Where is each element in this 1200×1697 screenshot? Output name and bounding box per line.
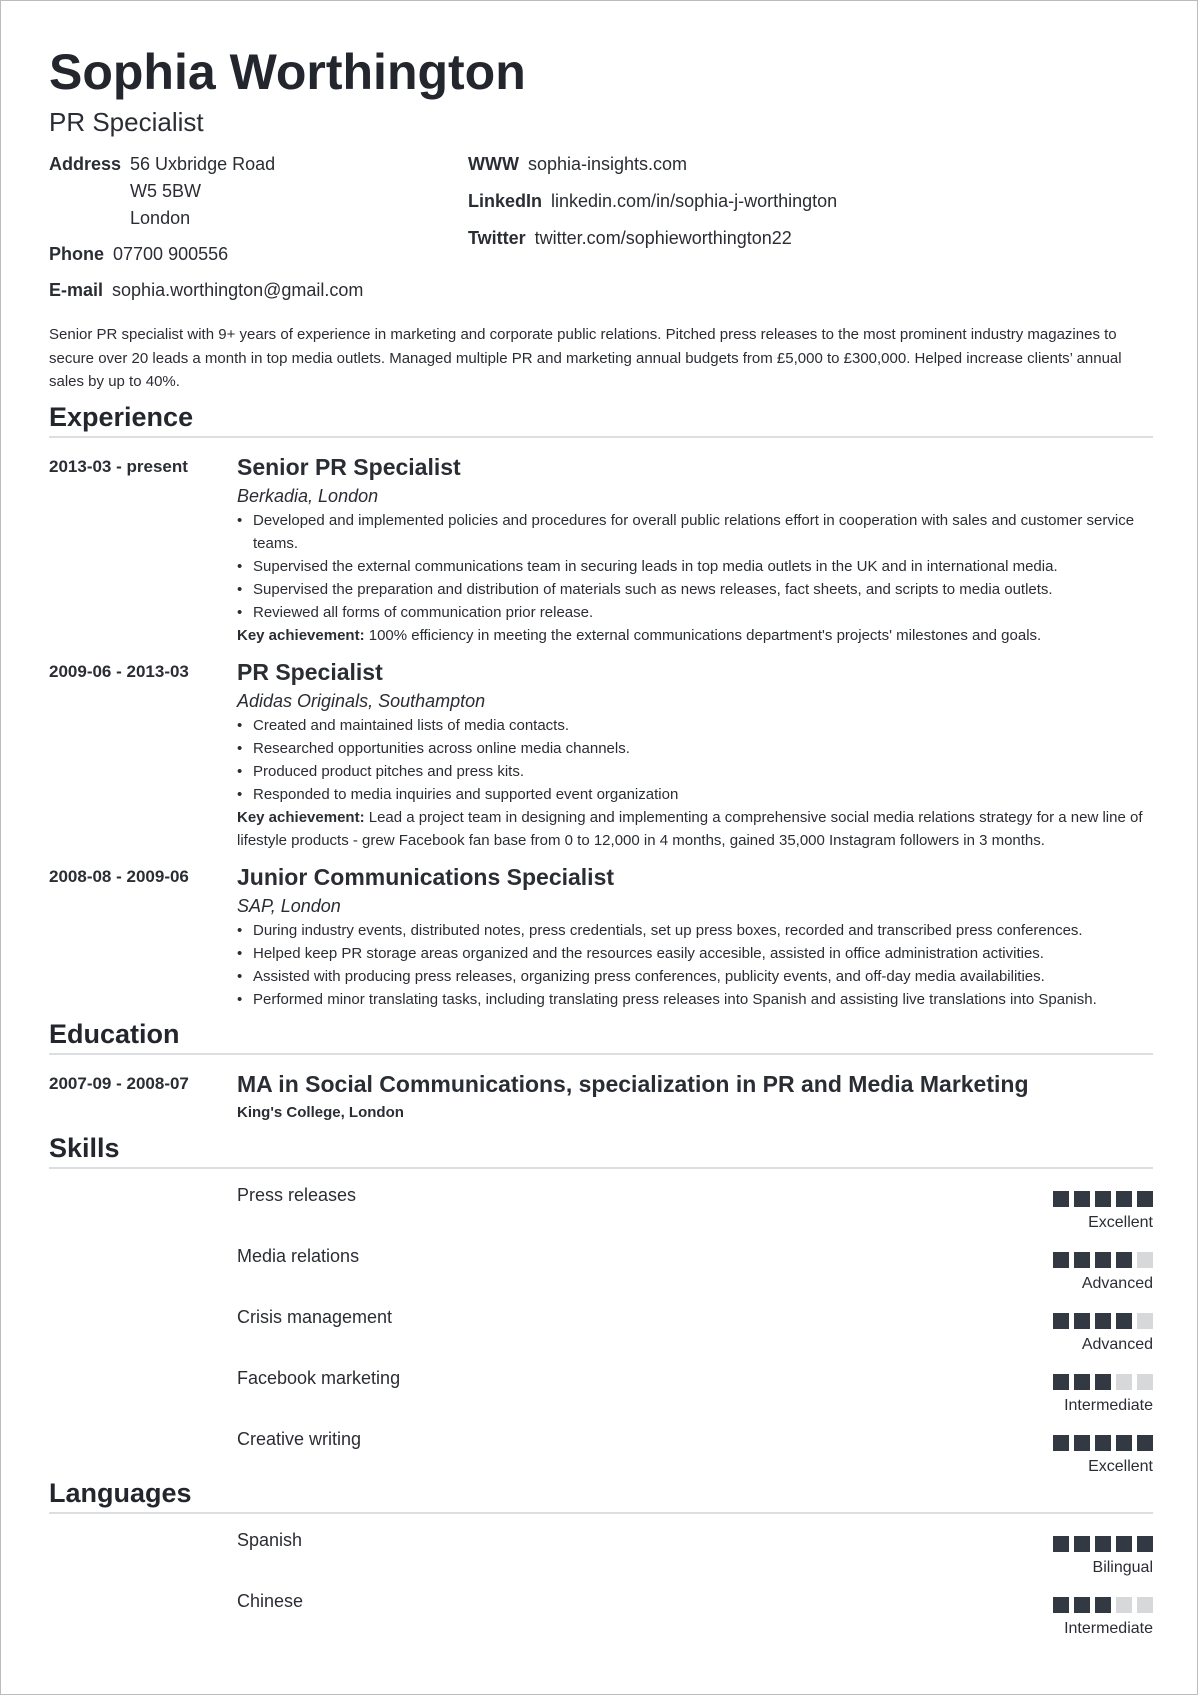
- entry-date: 2009-06 - 2013-03: [49, 661, 189, 681]
- experience-entry: [49, 657, 1153, 852]
- rating-square-filled: [1074, 1536, 1090, 1552]
- key-achievement-label: Key achievement:: [237, 808, 365, 826]
- language-level: Intermediate: [1064, 1619, 1153, 1637]
- entry-bullets: [237, 919, 1153, 1011]
- bullet-item: • Developed and implemented policies and procedures for overall public relations effort in cooperation with sales and customer service teams.: [237, 509, 1153, 555]
- www-link[interactable]: sophia-insights.com: [527, 154, 688, 174]
- skill-name: Creative writing: [237, 1428, 362, 1449]
- linkedin-label: LinkedIn: [468, 191, 543, 211]
- skill-rating: [1053, 1252, 1153, 1268]
- experience-entry: [49, 452, 1153, 647]
- entry-job-title: Senior PR Specialist: [237, 453, 461, 480]
- skill-row: [49, 1169, 1153, 1230]
- key-achievement-text: Lead a project team in designing and implementing a comprehensive social media relations strategy for a new line of lifestyle products - grew Facebook fan base from 0 to 12,000 in 4 months, gained 35,000 Instagram followers in 3 months.: [237, 808, 1143, 849]
- rating-square-filled: [1095, 1536, 1111, 1552]
- rating-square-filled: [1095, 1435, 1111, 1451]
- language-row: [49, 1575, 1153, 1636]
- rating-square-filled: [1053, 1252, 1069, 1268]
- skill-name: Facebook marketing: [237, 1367, 401, 1388]
- address-value: [130, 151, 275, 232]
- contact-block: [49, 151, 1149, 323]
- bullet-item: • Created and maintained lists of media contacts.: [237, 714, 1153, 737]
- rating-square-filled: [1053, 1536, 1069, 1552]
- school-name: King's College, London: [237, 1103, 404, 1121]
- entry-job-title: Junior Communications Specialist: [237, 863, 615, 890]
- entry-company: SAP, London: [237, 895, 341, 916]
- rating-square-filled: [1074, 1191, 1090, 1207]
- rating-square-filled: [1095, 1313, 1111, 1329]
- bullet-item: • Helped keep PR storage areas organized and the resources easily accesible, assisted in office administration activities.: [237, 942, 1153, 965]
- skill-name: Media relations: [237, 1245, 360, 1266]
- skills-heading: Skills: [49, 1131, 1153, 1169]
- skill-row: [49, 1413, 1153, 1474]
- bullet-item: • Supervised the external communications team in securing leads in top media outlets in the UK and in international media.: [237, 555, 1153, 578]
- skill-row: [49, 1291, 1153, 1352]
- address-line: London: [130, 208, 191, 228]
- language-name: Chinese: [237, 1590, 304, 1611]
- rating-square-empty: [1137, 1313, 1153, 1329]
- skills-list: [49, 1169, 1153, 1475]
- bullet-item: • Researched opportunities across online media channels.: [237, 737, 1153, 760]
- experience-entry: [49, 862, 1153, 1011]
- languages-heading: Languages: [49, 1476, 1153, 1514]
- languages-list: [49, 1514, 1153, 1637]
- rating-square-empty: [1116, 1597, 1132, 1613]
- address-row: [49, 151, 363, 232]
- skill-rating: [1053, 1374, 1153, 1390]
- linkedin-row: [468, 188, 837, 215]
- entry-company: Adidas Originals, Southampton: [237, 690, 486, 711]
- email-label: E-mail: [49, 280, 104, 300]
- rating-square-filled: [1116, 1191, 1132, 1207]
- key-achievement: [237, 806, 1153, 852]
- www-label: WWW: [468, 154, 519, 174]
- rating-square-filled: [1053, 1374, 1069, 1390]
- skill-name: Crisis management: [237, 1306, 393, 1327]
- skill-row: [49, 1352, 1153, 1413]
- rating-square-filled: [1095, 1597, 1111, 1613]
- rating-square-empty: [1116, 1374, 1132, 1390]
- phone-label: Phone: [49, 244, 105, 264]
- rating-square-empty: [1137, 1252, 1153, 1268]
- skill-rating: [1053, 1191, 1153, 1207]
- email-value[interactable]: sophia.worthington@gmail.com: [112, 280, 364, 300]
- bullet-item: • During industry events, distributed notes, press credentials, set up press boxes, recorded and transcribed press conferences.: [237, 919, 1153, 942]
- skill-rating: [1053, 1435, 1153, 1451]
- phone-row: [49, 241, 363, 268]
- rating-square-filled: [1053, 1191, 1069, 1207]
- contact-column-right: [468, 151, 837, 262]
- language-rating: [1053, 1536, 1153, 1552]
- entry-body: [237, 1069, 1153, 1125]
- www-row: [468, 151, 837, 178]
- rating-square-filled: [1137, 1191, 1153, 1207]
- skill-level: Advanced: [1081, 1335, 1153, 1353]
- rating-square-filled: [1074, 1313, 1090, 1329]
- skill-level: Advanced: [1081, 1274, 1153, 1292]
- education-heading: Education: [49, 1017, 1153, 1055]
- candidate-name: Sophia Worthington: [49, 44, 526, 100]
- bullet-item: • Reviewed all forms of communication prior release.: [237, 601, 1153, 624]
- entry-body: [237, 657, 1153, 852]
- entry-date: 2013-03 - present: [49, 456, 188, 476]
- language-level: Bilingual: [1092, 1558, 1153, 1576]
- entry-date: 2007-09 - 2008-07: [49, 1073, 189, 1093]
- rating-square-filled: [1137, 1536, 1153, 1552]
- key-achievement-label: Key achievement:: [237, 626, 365, 644]
- twitter-row: [468, 225, 837, 252]
- bullet-item: • Responded to media inquiries and supported event organization: [237, 783, 1153, 806]
- rating-square-filled: [1053, 1313, 1069, 1329]
- bullet-item: • Supervised the preparation and distribution of materials such as news releases, fact sheets, and scripts to media outlets.: [237, 578, 1153, 601]
- rating-square-filled: [1116, 1536, 1132, 1552]
- skill-level: Excellent: [1088, 1213, 1153, 1231]
- address-label: Address: [49, 154, 122, 174]
- rating-square-filled: [1116, 1313, 1132, 1329]
- entry-body: [237, 862, 1153, 1011]
- degree-title: MA in Social Communications, specialization in PR and Media Marketing: [237, 1070, 1029, 1097]
- language-name: Spanish: [237, 1529, 303, 1550]
- rating-square-filled: [1116, 1435, 1132, 1451]
- entry-bullets: [237, 509, 1153, 624]
- rating-square-filled: [1095, 1374, 1111, 1390]
- rating-square-filled: [1074, 1597, 1090, 1613]
- rating-square-filled: [1074, 1252, 1090, 1268]
- entry-company: Berkadia, London: [237, 485, 379, 506]
- skill-level: Intermediate: [1064, 1396, 1153, 1414]
- bullet-item: • Performed minor translating tasks, including translating press releases into Spanish and assisting live translations into Spanish.: [237, 988, 1153, 1011]
- skill-name: Press releases: [237, 1184, 357, 1205]
- address-line: 56 Uxbridge Road: [130, 154, 276, 174]
- key-achievement: [237, 624, 1153, 647]
- profile-summary: Senior PR specialist with 9+ years of experience in marketing and corporate public relations. Pitched press releases to the most prominent industry magazines to secure over 20 leads a month in top media outlets. Managed multiple PR and marketing annual budgets from £5,000 to £300,000. Helped increase clients’ annual sales by up to 40%.: [49, 326, 1122, 390]
- entry-body: [237, 452, 1153, 647]
- skill-row: [49, 1230, 1153, 1291]
- twitter-link[interactable]: twitter.com/sophieworthington22: [534, 228, 792, 248]
- entry-job-title: PR Specialist: [237, 658, 383, 685]
- education-entry: [49, 1069, 1153, 1125]
- skill-rating: [1053, 1313, 1153, 1329]
- entry-bullets: [237, 714, 1153, 806]
- bullet-item: • Produced product pitches and press kits.: [237, 760, 1153, 783]
- address-line: W5 5BW: [130, 181, 202, 201]
- rating-square-filled: [1053, 1597, 1069, 1613]
- rating-square-filled: [1137, 1435, 1153, 1451]
- rating-square-filled: [1074, 1435, 1090, 1451]
- experience-heading: Experience: [49, 400, 1153, 438]
- twitter-label: Twitter: [468, 228, 526, 248]
- key-achievement-text: 100% efficiency in meeting the external communications department's projects' milestones and goals.: [364, 626, 1042, 644]
- rating-square-filled: [1074, 1374, 1090, 1390]
- rating-square-filled: [1095, 1191, 1111, 1207]
- skill-level: Excellent: [1088, 1457, 1153, 1475]
- language-rating: [1053, 1597, 1153, 1613]
- contact-column-left: [49, 151, 363, 313]
- rating-square-empty: [1137, 1597, 1153, 1613]
- rating-square-empty: [1137, 1374, 1153, 1390]
- bullet-item: • Assisted with producing press releases, organizing press conferences, publicity events, and off-day media availabilities.: [237, 965, 1153, 988]
- job-title: PR Specialist: [49, 107, 204, 137]
- rating-square-filled: [1095, 1252, 1111, 1268]
- rating-square-filled: [1053, 1435, 1069, 1451]
- rating-square-filled: [1116, 1252, 1132, 1268]
- linkedin-link[interactable]: linkedin.com/in/sophia-j-worthington: [551, 191, 838, 211]
- email-row: [49, 277, 363, 304]
- entry-date: 2008-08 - 2009-06: [49, 866, 189, 886]
- phone-value: 07700 900556: [113, 244, 229, 264]
- language-row: [49, 1514, 1153, 1575]
